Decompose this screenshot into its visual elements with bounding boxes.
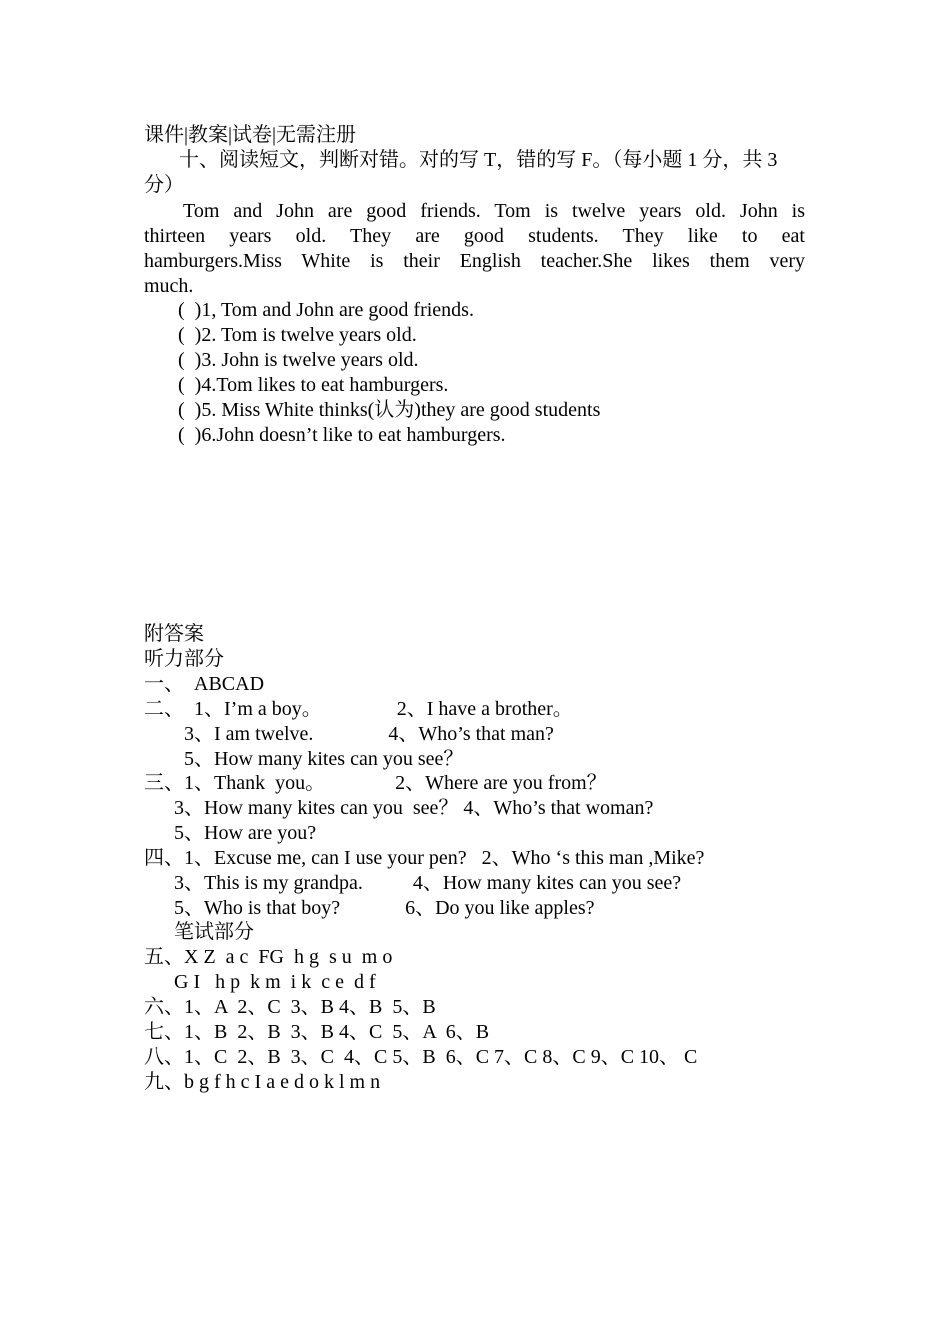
- section-10-instruction: 十、阅读短文，判断对错。对的写 T，错的写 F。（每小题 1 分，共 3: [179, 149, 778, 171]
- statement-1: ( )1, Tom and John are good friends.: [178, 299, 474, 321]
- passage-line: hamburgers.Miss White is their English teacher.She likes them very: [144, 250, 805, 272]
- answer-line: 三、1、Thank you。 2、Where are you from？: [144, 772, 607, 794]
- statement-6: ( )6.John doesn’t like to eat hamburgers.: [178, 424, 506, 446]
- statement-4: ( )4.Tom likes to eat hamburgers.: [178, 374, 449, 396]
- listening-title: 听力部分: [144, 648, 224, 670]
- answer-line: 5、How are you?: [144, 822, 317, 844]
- passage-line: thirteen years old. They are good students. They like to eat: [144, 225, 805, 247]
- page-header: 课件|教案|试卷|无需注册: [144, 124, 357, 146]
- answer-line: 3、I am twelve. 4、Who’s that man?: [144, 723, 554, 745]
- passage-line: much.: [144, 275, 194, 297]
- answer-line: G I h p k m i k c e d f: [144, 971, 376, 993]
- answer-line: 3、How many kites can you see？ 4、Who’s that woman?: [144, 797, 654, 819]
- answer-line: 五、X Z a c FG h g s u m o: [144, 946, 393, 968]
- answer-line: 六、1、A 2、C 3、B 4、B 5、B: [144, 996, 436, 1018]
- statement-2: ( )2. Tom is twelve years old.: [178, 324, 417, 346]
- answer-line: 3、This is my grandpa. 4、How many kites can you see?: [144, 872, 682, 894]
- statement-5: ( )5. Miss White thinks(认为)they are good students: [178, 399, 601, 421]
- answer-line: 九、b g f h c I a e d o k l m n: [144, 1071, 381, 1093]
- statement-3: ( )3. John is twelve years old.: [178, 349, 419, 371]
- answer-line: 四、1、Excuse me, can I use your pen? 2、Who ‘s this man ,Mike?: [144, 847, 705, 869]
- answer-line: 七、1、B 2、B 3、B 4、C 5、A 6、B: [144, 1021, 490, 1043]
- passage-line: Tom and John are good friends. Tom is twelve years old. John is: [183, 200, 805, 222]
- answers-title: 附答案: [144, 623, 204, 645]
- section-10-instruction-cont: 分）: [144, 174, 184, 196]
- answer-line: 5、How many kites can you see？: [144, 748, 464, 770]
- written-title: 笔试部分: [144, 921, 254, 943]
- answer-line: 一、 ABCAD: [144, 673, 265, 695]
- answer-line: 二、 1、I’m a boy。 2、I have a brother。: [144, 698, 573, 720]
- answer-line: 5、Who is that boy? 6、Do you like apples?: [144, 897, 595, 919]
- answer-line: 八、1、C 2、B 3、C 4、C 5、B 6、C 7、C 8、C 9、C 10、 C: [144, 1046, 698, 1068]
